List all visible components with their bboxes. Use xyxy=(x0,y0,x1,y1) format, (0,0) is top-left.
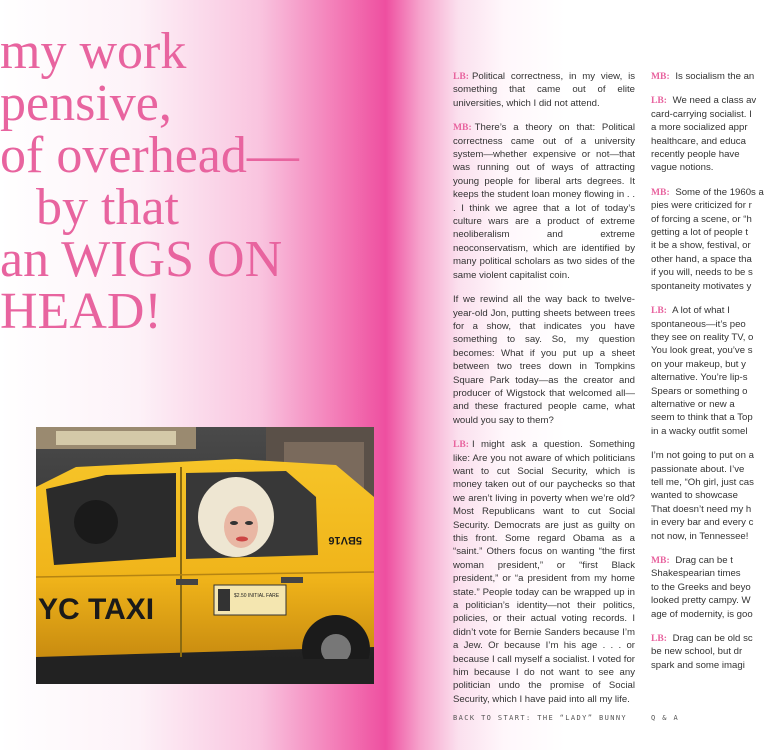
paragraph-line: in a wacky outfit somel xyxy=(651,425,748,437)
paragraph xyxy=(453,293,635,427)
paragraph-line: be new school, but dr xyxy=(651,646,743,658)
paragraph xyxy=(651,554,761,621)
paragraph-line: not now, in Tennessee! xyxy=(651,530,749,542)
paragraph-line: spontaneity motivates y xyxy=(651,280,752,292)
paragraph xyxy=(453,121,635,282)
paragraph-line: recently people have xyxy=(651,149,740,161)
paragraph xyxy=(651,186,764,293)
pull-quote-line: HEAD! xyxy=(0,283,162,340)
door-number: 5BV16 xyxy=(328,534,362,546)
paragraph-line: vague notions. xyxy=(651,162,714,174)
pull-quote-line: by that xyxy=(36,179,179,236)
paragraph-line: card-carrying socialist. I xyxy=(651,108,752,120)
speaker-label: MB: xyxy=(651,71,670,82)
taxi-illustration xyxy=(36,427,374,684)
paragraph-line: it be a show, festival, or xyxy=(651,240,751,252)
paragraph-line: LB: A lot of what I xyxy=(651,305,730,317)
fare-sticker-text: $2.50 INITIAL FARE xyxy=(234,593,280,599)
paragraph-line: alternative or new a xyxy=(651,398,735,410)
footer-section-label: Q & A xyxy=(651,714,680,722)
speaker-label: LB: xyxy=(651,305,667,317)
paragraph-line: That doesn’t need my h xyxy=(651,503,752,515)
paragraph-line: in every bar and every c xyxy=(651,517,754,529)
taxi-photo xyxy=(36,427,374,684)
paragraph-line: LB: Drag can be old sc xyxy=(651,633,753,645)
article-column-right xyxy=(651,70,764,683)
paragraph xyxy=(651,70,761,83)
paragraph xyxy=(453,70,635,110)
paragraph-line: Shakespearian times xyxy=(651,568,741,580)
paragraph-line: MB: Drag can be t xyxy=(651,555,733,566)
pull-quote-line: an WIGS ON xyxy=(0,231,283,288)
paragraph-line: seem to think that a Top xyxy=(651,412,753,424)
paragraph-text: If we rewind all the way back to twelve-year-old Jon, putting sheets between trees for a show, that indicates you have something to say. So, my question becomes: What if you put up a sheet between two trees down in Tompkins Square Park today—as the creator and producer of Wigstock that welcomed all—and these fractured people came, what would you say to them? xyxy=(453,294,635,426)
paragraph-line: MB: Is socialism the an xyxy=(651,71,755,82)
paragraph-line: You look great, you’ve s xyxy=(651,345,753,357)
paragraph-line: a more socialized appr xyxy=(651,122,748,134)
pull-quote xyxy=(0,23,380,340)
speaker-label: MB: xyxy=(453,122,472,134)
speaker-label: LB: xyxy=(453,71,469,82)
paragraph-line: they see on reality TV, o xyxy=(651,331,754,343)
paragraph xyxy=(651,304,761,438)
paragraph-line: looked pretty campy. W xyxy=(651,595,751,607)
paragraph-line: spontaneous—it’s peo xyxy=(651,318,746,330)
paragraph xyxy=(651,449,761,543)
paragraph xyxy=(651,632,761,672)
paragraph-line: on your makeup, but y xyxy=(651,358,746,370)
paragraph-line: MB: Some of the 1960s a xyxy=(651,186,764,198)
paragraph-line: healthcare, and educa xyxy=(651,135,746,147)
paragraph-line: spark and some imagi xyxy=(651,659,745,671)
pull-quote-line: my work xyxy=(0,23,187,80)
paragraph-line: I’m not going to put on a xyxy=(651,450,754,462)
speaker-label: MB: xyxy=(651,186,670,198)
paragraph-line: passionate about. I’ve xyxy=(651,463,745,475)
paragraph-line: tell me, “Oh girl, just cas xyxy=(651,476,754,488)
paragraph-text: There’s a theory on that: Political correctness came out of a university system—whether expensive or not—that was running out of ways of attracting young people for liberal arts degrees. It keeps the student loan money flowing in . . . I think we agree that a lot of today’s culture wars are a product of extreme neoliberalism and extreme neoconservatism, which are identified by many political scholars as two sides of the same violent capitalist coin. xyxy=(453,122,635,281)
speaker-label: LB: xyxy=(651,95,667,107)
pull-quote-line: pensive, xyxy=(0,75,172,132)
paragraph-line: getting a lot of people t xyxy=(651,227,749,239)
pull-quote-line: of overhead— xyxy=(0,127,299,184)
taxi-lettering: YC TAXI xyxy=(38,593,155,626)
paragraph xyxy=(651,94,761,174)
paragraph-line: wanted to showcase xyxy=(651,490,738,502)
paragraph-line: if you will, needs to be s xyxy=(651,267,753,279)
paragraph-line: LB: We need a class av xyxy=(651,95,757,107)
paragraph-text: Political correctness, in my view, is something that came out of elite universities, which I did not attend. xyxy=(453,71,635,109)
paragraph-line: Spears or something o xyxy=(651,385,748,397)
speaker-label: MB: xyxy=(651,555,670,566)
paragraph-line: to the Greeks and beyo xyxy=(651,581,751,593)
speaker-label: LB: xyxy=(453,439,469,451)
paragraph-text: I might ask a question. Something like: Are you not aware of which politicians want to cut Social Security, which is money taken out of our paychecks so that we aren’t living in poverty when we’re old? Most Republicans want to cut Social Security. Democrats are just as guilty on this front. Some regard Obama as a “saint.” Others focus on wanting “the first woman president,” or “first Black president,” or “a president from my home state.” People today can be wrapped up in a politician’s identity—not their politics, policies, or their actual voting records. I didn’t vote for Bernie Sanders because I’m a Jew. Or because I’m his age . . . or because I call myself a socialist. I voted for him because I do not want to see any politician undo the promise of Social Security, which I have paid into all my life. xyxy=(453,439,635,705)
paragraph-line: of forcing a scene, or “h xyxy=(651,213,752,225)
paragraph-line: alternative. You’re lip-s xyxy=(651,372,748,384)
footer-running-title: BACK TO START: THE “LADY” BUNNY xyxy=(453,714,628,722)
paragraph-line: pies were criticized for r xyxy=(651,200,752,212)
paragraph xyxy=(453,438,635,706)
article-column-left xyxy=(453,70,635,717)
paragraph-line: age of modernity, is goo xyxy=(651,608,753,620)
speaker-label: LB: xyxy=(651,633,667,645)
paragraph-line: other hand, a space tha xyxy=(651,253,752,265)
